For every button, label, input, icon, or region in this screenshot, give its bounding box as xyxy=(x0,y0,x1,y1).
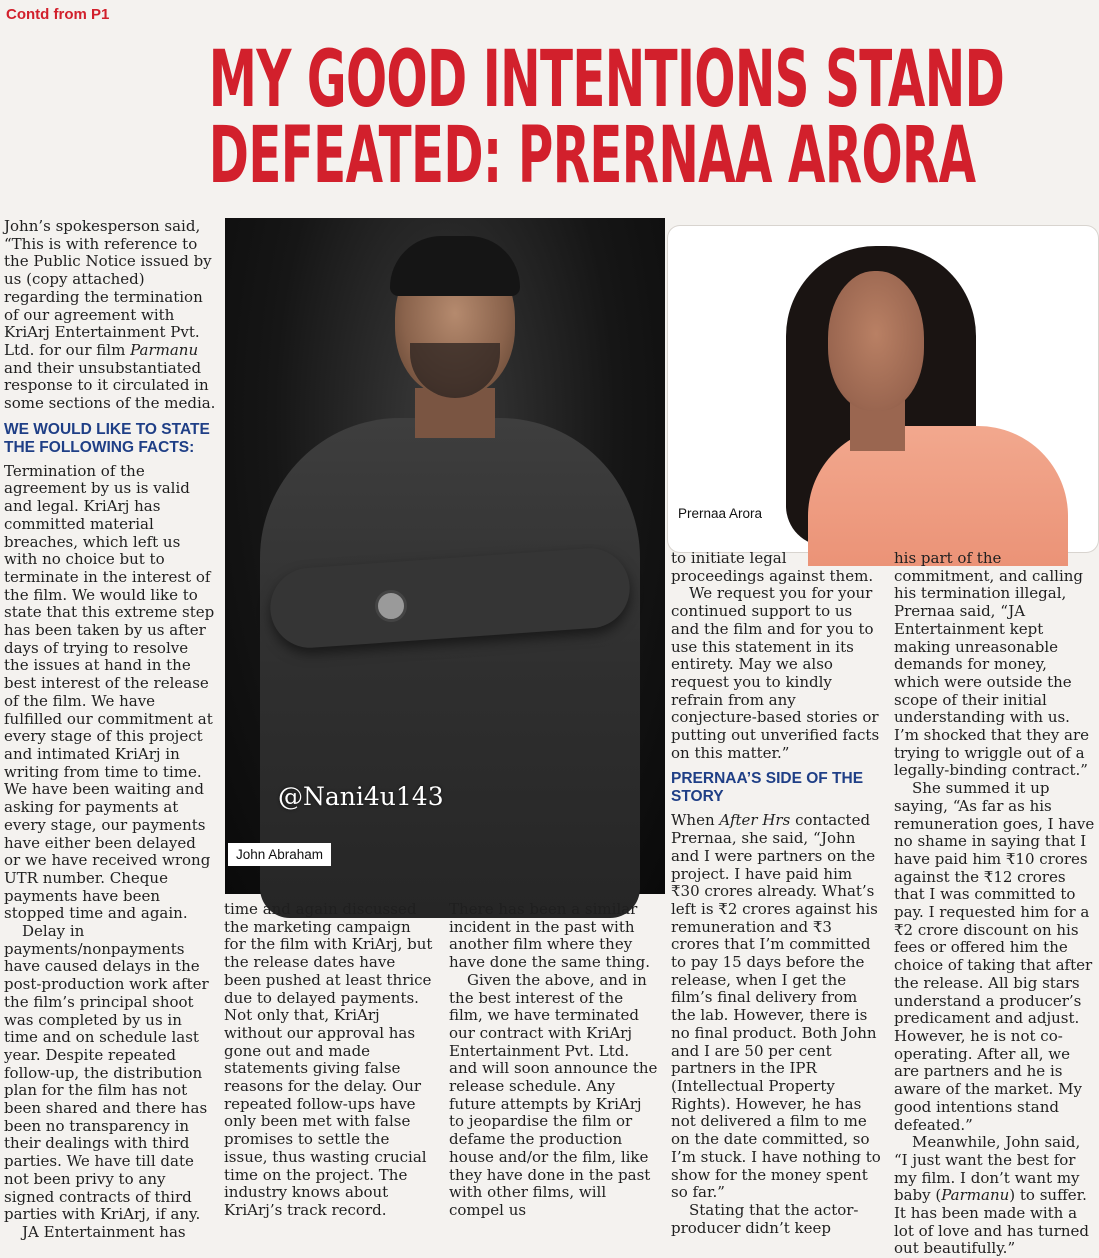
headline-line-2: DEFEATED: PRERNAA ARORA xyxy=(208,111,976,201)
article-column-5 xyxy=(894,549,1097,1258)
column-3-paragraph-1: There has been a similar incident in the past with another film where they have done the same thing. xyxy=(449,900,651,972)
article-column-2 xyxy=(224,900,436,1219)
subhead-prernaa-side: PRERNAA’S SIDE OF THE STORY xyxy=(671,770,864,806)
column-4-paragraph-1: to initiate legal proceedings against them. xyxy=(671,549,874,585)
photo-peach-top-shape xyxy=(808,426,1068,566)
column-5-paragraph-3: Meanwhile, John said, “I just want the best for my film. I don’t want my baby (Parmanu) to suffer. It has been made with a lot of love and has turned out beautifully.” xyxy=(894,1133,1089,1258)
photo-hair-shape xyxy=(390,236,520,296)
column-1-paragraph-4: JA Entertainment has xyxy=(22,1222,186,1241)
column-1-paragraph-3: Delay in payments/nonpayments have caused delays in the post-production work after the film’s principal shoot was completed by us in time and on schedule last year. Despite repeated follow-up, the distribution plan for the film has not been shared and there has been no transparency in their dealings with third parties. We have till date not been privy to any signed contracts of third parties with KriArj, if any. xyxy=(4,922,209,1224)
column-4-paragraph-4: Stating that the actor-producer didn’t keep xyxy=(671,1200,859,1237)
article-column-1 xyxy=(4,217,216,1241)
article-column-4 xyxy=(671,549,883,1237)
column-1-paragraph-2: Termination of the agreement by us is valid and legal. KriArj has committed material breaches, which left us with no choice but to terminate in the interest of the film. We would like to state that this extreme step has been taken by us after days of trying to resolve the issues at hand in the best interest of the release of the film. We have fulfilled our commitment at every stage of this project and intimated KriArj in writing from time to time. We have been waiting and asking for payments at every stage, our payments have either been delayed or we have received wrong UTR number. Cheque payments have been stopped time and again. xyxy=(4,461,215,923)
photo-face-shape xyxy=(828,271,924,411)
column-1-paragraph-1: John’s spokesperson said, “This is with reference to the Public Notice issued by us (copy attached) regarding the termination of our agreement with KriArj Entertainment Pvt. Ltd. for our film Parmanu and their unsubstantiated response to it circulated in some sections of the media. xyxy=(4,217,216,413)
column-4-paragraph-2: We request you for your continued support to us and the film and for you to use this statement in its entirety. May we also request you to kindly refrain from any conjecture-based stories or putting out unverified facts on this matter.” xyxy=(671,584,880,762)
headline-line-1: MY GOOD INTENTIONS STAND xyxy=(208,35,1005,125)
column-5-paragraph-1: his part of the commitment, and calling his termination illegal, Prernaa said, “JA Entertainment kept making unreasonable demands for money, which were outside the scope of their initial understanding with us. I’m shocked that they are trying to wriggle out of a legally-binding contract.” xyxy=(894,549,1090,780)
column-2-paragraph-1: time and again discussed the marketing campaign for the film with KriArj, but the release dates have been pushed at least thrice due to delayed payments. Not only that, KriArj without our approval has gone out and made statements giving false reasons for the delay. Our repeated follow-ups have only been met with false promises to settle the issue, thus wasting crucial time on the project. The industry knows about KriArj’s track record. xyxy=(224,900,433,1219)
photo-caption-john: John Abraham xyxy=(228,843,331,866)
headline xyxy=(208,35,1005,201)
subhead-facts: WE WOULD LIKE TO STATE THE FOLLOWING FACTS: xyxy=(4,420,210,456)
column-4-paragraph-3: When After Hrs contacted Prernaa, she said, “John and I were partners on the project. I have paid him ₹30 crores already. What’s left is ₹2 crores against his remuneration and ₹3 crores that I’m committed to pay 15 days before the release, when I get the film’s final delivery from the lab. However, there is no final product. Both John and I are 50 per cent partners in the IPR (Intellectual Property Rights). However, he has not delivered a film to me on the date committed, so I’m stuck. I have nothing to show for the money spent so far.” xyxy=(671,811,881,1202)
article-column-3 xyxy=(449,900,661,1219)
kicker-contd: Contd from P1 xyxy=(6,6,110,23)
column-5-paragraph-2: She summed it up saying, “As far as his remuneration goes, I have no shame in saying that I have paid him ₹10 crores against the ₹12 crores that I was committed to pay. I requested him for a ₹2 crore discount on his fees or offered him the choice of taking that after the release. All big stars understand a producer’s predicament and adjust. However, he is not co-operating. After all, we are partners and he is aware of the market. My good intentions stand defeated.” xyxy=(894,779,1095,1134)
watermark-handle: @Nani4u143 xyxy=(278,782,444,811)
photo-caption-prernaa: Prernaa Arora xyxy=(672,503,768,524)
column-3-paragraph-2: Given the above, and in the best interest of the film, we have terminated our contract with KriArj Entertainment Pvt. Ltd. and will soon announce the release schedule. Any future attempts by KriArj to jeopardise the film or defame the production house and/or the film, like they have done in the past with other films, will compel us xyxy=(449,970,658,1219)
wristwatch-icon xyxy=(375,590,407,622)
